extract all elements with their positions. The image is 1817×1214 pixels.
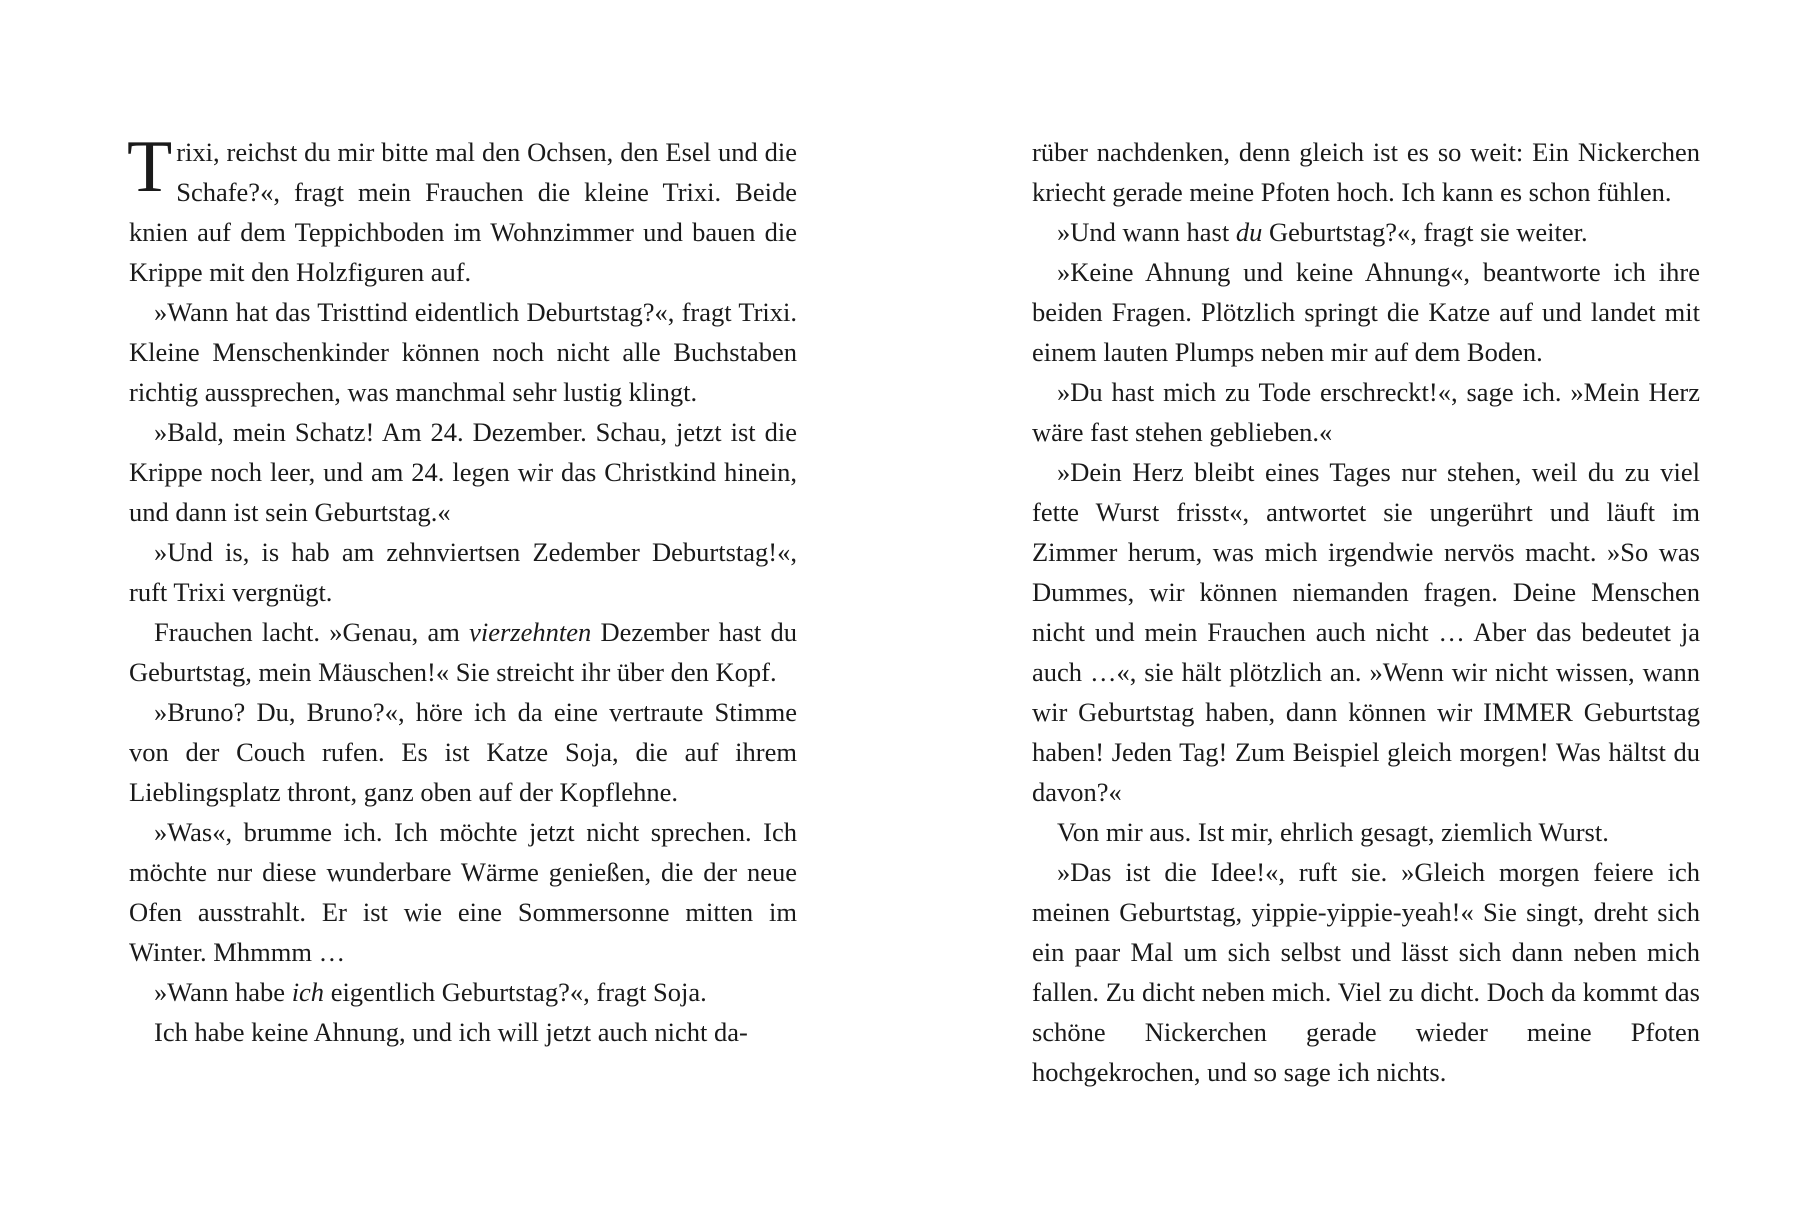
text-run: »Bruno? Du, Bruno?«, höre ich da eine vertraute Stimme von der Couch rufen. Es ist Katze Soja, die auf ihrem Lieblingsplatz thront, ganz oben auf der Kopflehne. (129, 697, 797, 807)
text-run: »Wann hat das Tristtind eidentlich Deburtstag?«, fragt Trixi. Kleine Menschenkinder können noch nicht alle Buchstaben richtig aussprechen, was manchmal sehr lustig klingt. (129, 297, 797, 407)
paragraph (129, 412, 797, 532)
paragraph (1032, 132, 1700, 212)
text-run: eigentlich Geburtstag?«, fragt Soja. (324, 977, 707, 1007)
paragraph (129, 1012, 797, 1052)
paragraph (1032, 252, 1700, 372)
paragraph (129, 692, 797, 812)
italic-text: du (1235, 217, 1263, 247)
text-run: »Bald, mein Schatz! Am 24. Dezember. Schau, jetzt ist die Krippe noch leer, und am 24. legen wir das Christkind hinein, und dann ist sein Geburtstag.« (129, 417, 797, 527)
text-run: »Wann habe (154, 977, 292, 1007)
paragraph (129, 532, 797, 612)
text-run: rixi, reichst du mir bitte mal den Ochsen, den Esel und die Schafe?«, fragt mein Frauchen die kleine Trixi. Beide knien auf dem Teppichboden im Wohnzimmer und bauen die Krippe mit den Holzfiguren auf. (129, 137, 797, 287)
left-page (127, 126, 797, 1052)
paragraph (1032, 372, 1700, 452)
text-run: »Und wann hast (1057, 217, 1236, 247)
text-run: »Du hast mich zu Tode erschreckt!«, sage ich. »Mein Herz wäre fast stehen geblieben.« (1032, 377, 1700, 447)
italic-text: ich (291, 977, 325, 1007)
text-run: Frauchen lacht. »Genau, am (154, 617, 470, 647)
paragraph (1032, 852, 1700, 1092)
paragraph (127, 126, 797, 292)
text-run: »Was«, brumme ich. Ich möchte jetzt nicht sprechen. Ich möchte nur diese wunderbare Wärme genießen, die der neue Ofen ausstrahlt. Er ist wie eine Sommersonne mitten im Winter. Mhmmm … (129, 817, 797, 967)
right-page (1032, 132, 1700, 1092)
italic-text: vierzehnten (469, 617, 592, 647)
text-run: rüber nachdenken, denn gleich ist es so weit: Ein Nickerchen kriecht gerade meine Pfoten hoch. Ich kann es schon fühlen. (1032, 137, 1700, 207)
text-run: »Dein Herz bleibt eines Tages nur stehen, weil du zu viel fette Wurst frisst«, antwortet sie ungerührt und läuft im Zimmer herum, was mich irgendwie nervös macht. »So was Dummes, wir können niemanden fragen. Deine Menschen nicht und mein Frauchen auch nicht … Aber das bedeutet ja auch …«, sie hält plötzlich an. »Wenn wir nicht wissen, wann wir Geburtstag haben, dann können wir IMMER Geburtstag haben! Jeden Tag! Zum Beispiel gleich morgen! Was hältst du davon?« (1032, 457, 1700, 807)
text-run: Dezember hast du Geburtstag, mein Mäuschen!« Sie streicht ihr über den Kopf. (129, 617, 797, 687)
paragraph (129, 292, 797, 412)
text-run: »Das ist die Idee!«, ruft sie. »Gleich morgen feiere ich meinen Geburtstag, yippie-yippie-yeah!« Sie singt, dreht sich ein paar Mal um sich selbst und lässt sich dann neben mich fallen. Zu dicht neben mich. Viel zu dicht. Doch da kommt das schöne Nickerchen gerade wieder meine Pfoten hochgekrochen, und so sage ich nichts. (1032, 857, 1700, 1087)
drop-cap: T (127, 126, 173, 208)
text-run: Ich habe keine Ahnung, und ich will jetzt auch nicht da- (154, 1017, 748, 1047)
text-run: Geburtstag?«, fragt sie weiter. (1262, 217, 1588, 247)
paragraph (129, 972, 797, 1012)
paragraph (1032, 452, 1700, 812)
paragraph (129, 612, 797, 692)
paragraph (1032, 212, 1700, 252)
paragraph (129, 812, 797, 972)
paragraph (1032, 812, 1700, 852)
text-run: Von mir aus. Ist mir, ehrlich gesagt, ziemlich Wurst. (1057, 817, 1609, 847)
text-run: »Keine Ahnung und keine Ahnung«, beantworte ich ihre beiden Fragen. Plötzlich springt die Katze auf und landet mit einem lauten Plumps neben mir auf dem Boden. (1032, 257, 1700, 367)
text-run: »Und is, is hab am zehnviertsen Zedember Deburtstag!«, ruft Trixi vergnügt. (129, 537, 797, 607)
